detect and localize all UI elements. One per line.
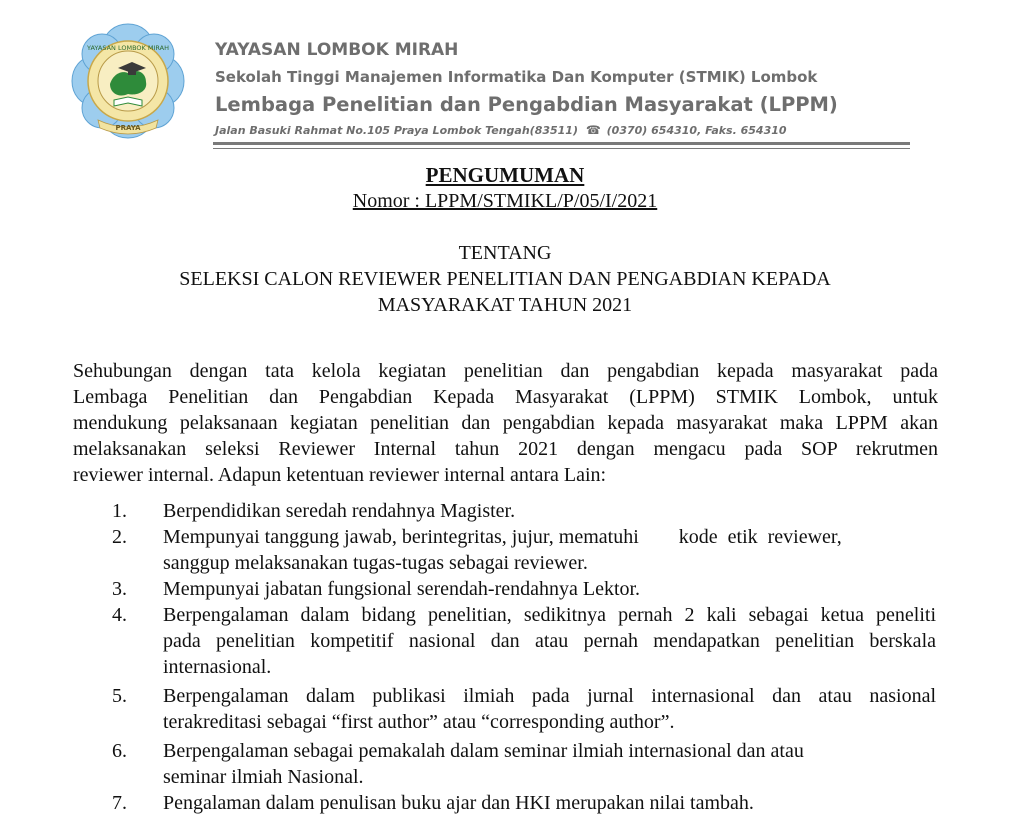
svg-text:PRAYA: PRAYA — [115, 124, 141, 132]
list-number-6: 6. — [112, 740, 127, 762]
address-line — [215, 123, 787, 137]
list-item-1-line-1: Berpendidikan seredah rendahnya Magister. — [163, 500, 516, 522]
announcement-subject-line-2: MASYARAKAT TAHUN 2021 — [377, 294, 633, 316]
list-number-4: 4. — [112, 604, 127, 626]
address-phone-fax: (0370) 654310, Faks. 654310 — [606, 124, 787, 137]
list-item-3-line-1: Mempunyai jabatan fungsional serendah-rendahnya Lektor. — [163, 578, 641, 600]
announcement-number: Nomor : LPPM/STMIKL/P/05/I/2021 — [352, 190, 658, 212]
list-item-5-line-2: terakreditasi sebagai “first author” atau “corresponding author”. — [163, 711, 675, 733]
intro-line-1: Sehubungan dengan tata kelola kegiatan penelitian dan pengabdian kepada masyarakat pada — [73, 360, 938, 382]
list-item-4-line-3: internasional. — [163, 656, 272, 678]
organization-name: YAYASAN LOMBOK MIRAH — [215, 40, 459, 60]
svg-text:YAYASAN LOMBOK MIRAH: YAYASAN LOMBOK MIRAH — [87, 44, 169, 52]
list-item-4-line-1: Berpengalaman dalam bidang penelitian, sedikitnya pernah 2 kali sebagai ketua peneliti — [163, 604, 936, 626]
list-item-7-line-1: Pengalaman dalam penulisan buku ajar dan HKI merupakan nilai tambah. — [163, 792, 754, 814]
list-number-3: 3. — [112, 578, 127, 600]
announcement-subject-line-1: SELEKSI CALON REVIEWER PENELITIAN DAN PENGABDIAN KEPADA — [179, 268, 831, 290]
school-name: Sekolah Tinggi Manajemen Informatika Dan Komputer (STMIK) Lombok — [215, 68, 818, 86]
announcement-title: PENGUMUMAN — [425, 163, 585, 187]
list-number-7: 7. — [112, 792, 127, 814]
announcement-about: TENTANG — [458, 242, 552, 264]
letterhead-divider-thick — [213, 142, 910, 145]
intro-line-4: melaksanakan seleksi Reviewer Internal tahun 2021 dengan mengacu pada SOP rekrutmen — [73, 438, 938, 460]
address-street: Jalan Basuki Rahmat No.105 Praya Lombok Tengah(83511) — [215, 124, 578, 137]
list-number-5: 5. — [112, 685, 127, 707]
intro-line-2: Lembaga Penelitian dan Pengabdian Kepada Masyarakat (LPPM) STMIK Lombok, untuk — [73, 386, 938, 408]
intro-line-3: mendukung pelaksanaan kegiatan penelitian dan pengabdian kepada masyarakat maka LPPM akan — [73, 412, 938, 434]
list-number-2: 2. — [112, 526, 127, 548]
list-item-2-line-1: Mempunyai tanggung jawab, berintegritas, jujur, mematuhi kode etik reviewer, — [163, 526, 842, 548]
list-item-4-line-2: pada penelitian kompetitif nasional dan atau pernah mendapatkan penelitian berskala — [163, 630, 936, 652]
institution-logo — [70, 22, 186, 140]
intro-line-5: reviewer internal. Adapun ketentuan reviewer internal antara Lain: — [73, 464, 607, 486]
list-item-2-line-2: sanggup melaksanakan tugas-tugas sebagai reviewer. — [163, 552, 588, 574]
phone-icon: ☎ — [585, 123, 601, 137]
list-item-5-line-1: Berpengalaman dalam publikasi ilmiah pada jurnal internasional dan atau nasional — [163, 685, 936, 707]
list-item-6-line-2: seminar ilmiah Nasional. — [163, 766, 364, 788]
list-item-6-line-1: Berpengalaman sebagai pemakalah dalam seminar ilmiah internasional dan atau — [163, 740, 804, 762]
list-number-1: 1. — [112, 500, 127, 522]
letterhead-divider-thin — [213, 148, 910, 149]
institute-name: Lembaga Penelitian dan Pengabdian Masyarakat (LPPM) — [215, 93, 838, 116]
